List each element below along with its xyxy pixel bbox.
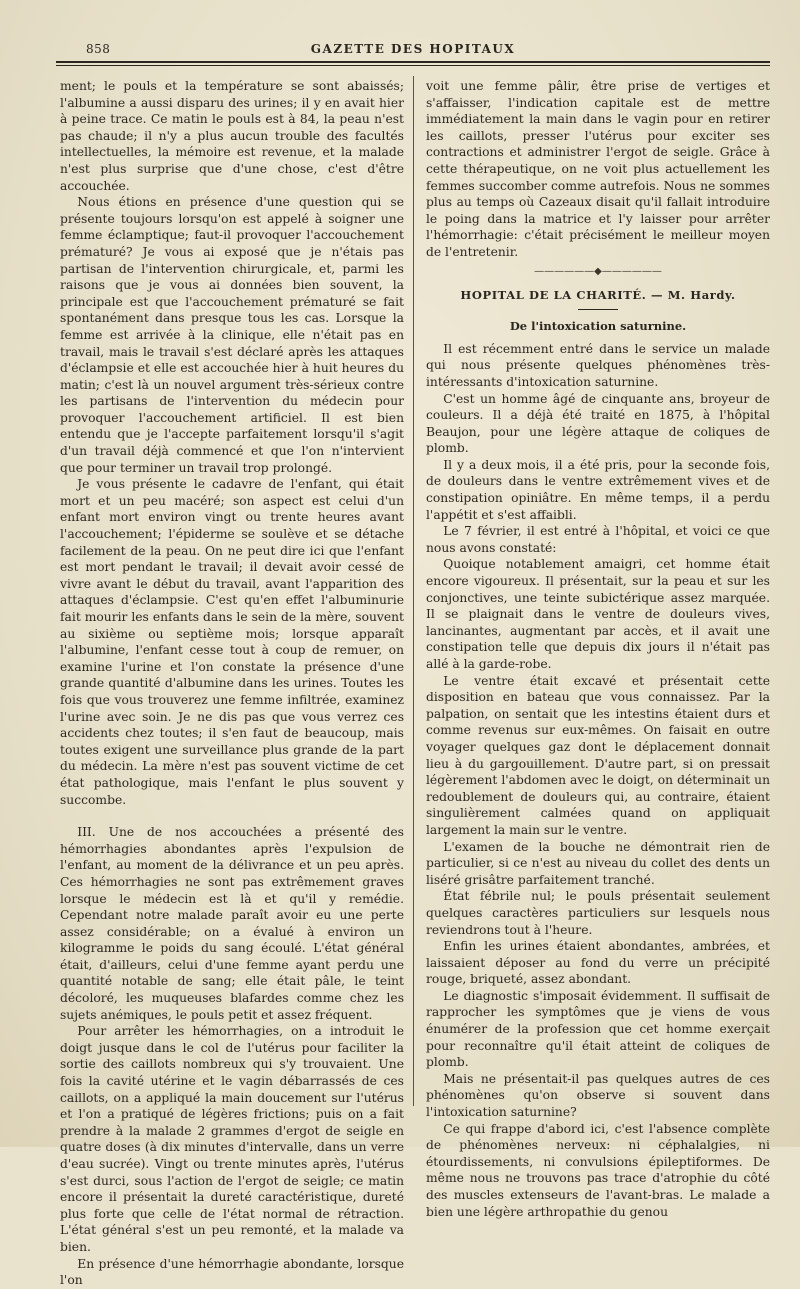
header-rule bbox=[56, 61, 770, 63]
paragraph: Le diagnostic s'imposait évidemment. Il suffisait de rapprocher les symptômes que je viens de vous énumérer de la profession que cet homme exerçait pour reconnaître qu'il était atteint de coliques de plomb. bbox=[426, 988, 770, 1070]
page-number: 858 bbox=[86, 42, 111, 56]
title-rule bbox=[578, 309, 618, 310]
paragraph: Nous étions en présence d'une question qui se présente toujours lorsqu'on est appelé à soigner une femme éclamptique; faut-il provoquer l'accouchement prématuré? Je vous ai exposé que je n'étais pas partisan de l'intervention chirurgicale, et, parmi les raisons que je vous ai données bien souvent, la principale est que l'accouchement prématuré se fait spontanément dans presque tous les cas. Lorsque la femme est arrivée à la clinique, elle n'était pas en travail, mais le travail s'est déclaré après les attaques d'éclampsie et elle est accouchée hier à huit heures du matin; c'est là un nouvel argument très-sérieux contre les partisans de l'intervention du médecin pour provoquer l'accouchement artificiel. Il est bien entendu que je l'accepte parfaitement lorsqu'il s'agit d'un travail déjà commencé et que l'on n'intervient que pour terminer un travail trop prolongé. bbox=[60, 195, 404, 475]
section-gap bbox=[60, 808, 404, 824]
section-subtitle: De l'intoxication saturnine. bbox=[509, 319, 687, 334]
header-rule-thin bbox=[56, 65, 770, 66]
page-header bbox=[56, 38, 770, 60]
ornament-divider: ——————◆—————— bbox=[534, 265, 662, 277]
paragraph: État fébrile nul; le pouls présentait seulement quelques caractères particuliers sur lesquels nous reviendrons tout à l'heure. bbox=[426, 889, 770, 937]
journal-title: GAZETTE DES HOPITAUX bbox=[310, 42, 516, 56]
paragraph: Pour arrêter les hémorrhagies, on a introduit le doigt jusque dans le col de l'utérus pour faciliter la sortie des caillots nombreux qui s'y trouvaient. Une fois la cavité utérine et le vagin débarrassés de ces caillots, on a appliqué la main doucement sur l'utérus et l'on a pratiqué de légères frictions; puis on a fait prendre à la malade 2 grammes d'ergot de seigle en quatre doses (à dix minutes d'intervalle, dans un verre d'eau sucrée). Vingt ou trente minutes après, l'utérus s'est durci, sous l'action de l'ergot de seigle; ce matin encore il présentait la dureté caractéristique, dureté plus forte que celle de l'état normal de rétraction. L'état général s'est un peu remonté, et la malade va bien. bbox=[60, 1024, 404, 1254]
paragraph: voit une femme pâlir, être prise de vertiges et s'affaisser, l'indication capitale est de mettre immédiatement la main dans le vagin pour en retirer les caillots, presser l'utérus pour exciter ses contractions et administrer l'ergot de seigle. Grâce à cette thérapeutique, on ne voit plus actuellement les femmes succomber comme autrefois. Nous ne sommes plus au temps où Cazeaux disait qu'il fallait introduire le poing dans la matrice et l'y laisser pour arrêter l'hémorrhagie: c'était précisément le meilleur moyen de l'entretenir. bbox=[426, 79, 770, 259]
paragraph: Le ventre était excavé et présentait cette disposition en bateau que vous connaissez. Par la palpation, on sentait que les intestins étaient durs et comme revenus sur eux-mêmes. On faisait en outre voyager quelques gaz dont le déplacement donnait lieu à du gargouillement. D'autre part, si on pressait légèrement l'abdomen avec le doigt, on déterminait un redoublement de douleurs qui, au contraire, étaient singulièrement calmées quand on appliquait largement la main sur le ventre. bbox=[426, 673, 770, 837]
paragraph: Il est récemment entré dans le service un malade qui nous présente quelques phénomènes très-intéressants d'intoxication saturnine. bbox=[426, 341, 770, 389]
paragraph: Mais ne présentait-il pas quelques autres de ces phénomènes qu'on observe si souvent dans l'intoxication saturnine? bbox=[426, 1071, 770, 1120]
paragraph: Je vous présente le cadavre de l'enfant, qui était mort et un peu macéré; son aspect est celui d'un enfant mort environ vingt ou trente heures avant l'accouchement; l'épiderme se soulève et se détache facilement de la peau. On ne peut dire ici que l'enfant est mort pendant le travail; il devait avoir cessé de vivre avant le début du travail, avant l'apparition des attaques d'éclampsie. C'est qu'en effet l'albuminurie fait mourir les enfants dans le sein de la mère, souvent au sixième ou septième mois; lorsque apparaît l'albumine, l'enfant cesse tout à coup de remuer, on examine l'urine et l'on constate la présence d'une grande quantité d'albumine dans les urines. Toutes les fois que vous trouverez une femme infiltrée, examinez l'urine avec soin. Je ne dis pas que vous verrez ces accidents chez toutes; il s'en faut de beaucoup, mais toutes exigent une surveillance plus grande de la part du médecin. La mère n'est pas souvent victime de cet état pathologique, mais l'enfant le plus souvent y succombe. bbox=[60, 477, 404, 807]
paragraph: Le 7 février, il est entré à l'hôpital, et voici ce que nous avons constaté: bbox=[426, 524, 770, 555]
paragraph: C'est un homme âgé de cinquante ans, broyeur de couleurs. Il a déjà été traité en 1875, à l'hôpital Beaujon, pour une légère attaque de coliques de plomb. bbox=[426, 391, 770, 456]
paragraph: Quoique notablement amaigri, cet homme était encore vigoureux. Il présentait, sur la peau et sur les conjonctives, une teinte subictérique assez marquée. Il se plaignait dans le ventre de douleurs vives, lancinantes, augmentant par accès, et il avait une constipation telle que depuis dix jours il n'était pas allé à la garde-robe. bbox=[426, 557, 770, 671]
paragraph: L'examen de la bouche ne démontrait rien de particulier, si ce n'est au niveau du collet des dents un liséré grisâtre parfaitement tranché. bbox=[426, 839, 770, 887]
paragraph: Enfin les urines étaient abondantes, ambrées, et laissaient déposer au fond du verre un précipité rouge, briqueté, assez abondant. bbox=[426, 939, 770, 987]
paragraph: ment; le pouls et la température se sont abaissés; l'albumine a aussi disparu des urines; il y en avait hier à peine trace. Ce matin le pouls est à 84, la peau n'est pas chaude; il n'y a plus aucun trouble des facultés intellectuelles, la mémoire est revenue, et la malade n'est plus surprise que d'une chose, c'est d'être accouchée. bbox=[60, 79, 404, 193]
paragraph: En présence d'une hémorrhagie abondante, lorsque l'on bbox=[60, 1256, 404, 1288]
left-column bbox=[60, 78, 404, 1289]
right-column bbox=[426, 78, 770, 1220]
paragraph: III. Une de nos accouchées a présenté des hémorrhagies abondantes après l'expulsion de l'enfant, au moment de la délivrance et un peu après. Ces hémorrhagies ne sont pas extrêmement graves lorsque le médecin est là et qu'il y remédie. Cependant notre malade paraît avoir eu une perte assez considérable; on a évalué à environ un kilogramme le poids du sang écoulé. L'état général était, d'ailleurs, celui d'une femme ayant perdu une quantité notable de sang; elle était pâle, le teint décoloré, les muqueuses blafardes comme chez les sujets anémiques, le pouls petit et assez fréquent. bbox=[60, 825, 404, 1022]
column-divider bbox=[413, 76, 414, 1106]
paragraph: Ce qui frappe d'abord ici, c'est l'absence complète de phénomènes nerveux: ni céphalalgies, ni étourdissements, ni convulsions épileptiformes. De même nous ne trouvons pas trace d'atrophie du côté des muscles extenseurs de l'avant-bras. Le malade a bien une légère arthropathie du genou bbox=[426, 1121, 770, 1219]
section-title: HOPITAL DE LA CHARITÉ. — M. Hardy. bbox=[460, 287, 736, 302]
paragraph: Il y a deux mois, il a été pris, pour la seconde fois, de douleurs dans le ventre extrêmement vives et de constipation opiniâtre. En même temps, il a perdu l'appétit et s'est affaibli. bbox=[426, 457, 770, 522]
